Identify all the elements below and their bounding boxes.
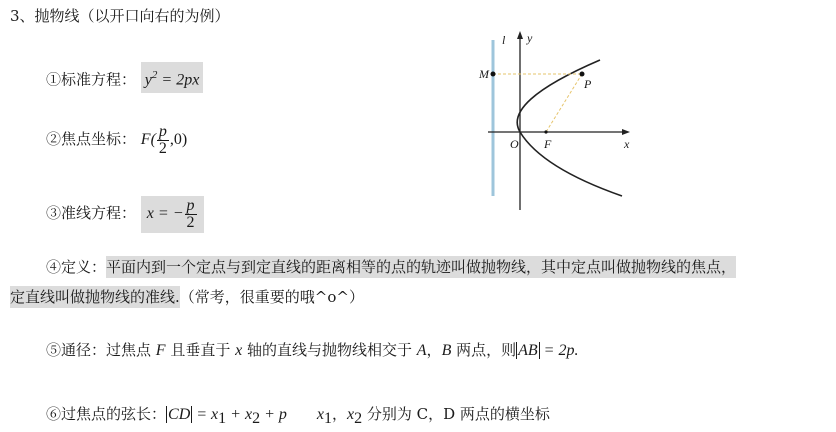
directrix-row bbox=[46, 196, 204, 233]
latus-mid3: 两点，则 bbox=[451, 341, 517, 359]
label-F: F bbox=[544, 137, 552, 151]
focal-label: ⑥过焦点的弦长： bbox=[46, 405, 167, 423]
focal-sub1: 1 bbox=[218, 410, 227, 427]
focal-gap-x2: x bbox=[346, 406, 355, 423]
focal-gap-sub1: 1 bbox=[323, 410, 332, 427]
latus-B: B bbox=[441, 342, 452, 359]
focus-post: ,0) bbox=[169, 131, 188, 149]
focal-tail: 分别为 C，D 两点的横坐标 bbox=[362, 405, 550, 423]
focal-plus1: + x bbox=[226, 406, 253, 423]
standard-equation-label: ①标准方程： bbox=[46, 70, 137, 89]
focus-formula bbox=[140, 123, 188, 157]
x-axis-arrow bbox=[622, 129, 630, 135]
definition-row bbox=[46, 256, 736, 278]
latus-rectum-row bbox=[46, 340, 578, 361]
focus-numerator: p bbox=[158, 123, 167, 140]
label-y: y bbox=[527, 31, 533, 45]
focal-gap-x1: x bbox=[316, 406, 324, 423]
formula-exponent: 2 bbox=[151, 69, 158, 81]
latus-AB: AB bbox=[518, 342, 538, 359]
label-O: O bbox=[510, 137, 519, 151]
formula-y: y bbox=[144, 71, 152, 89]
latus-mid2: 轴的直线与抛物线相交于 bbox=[242, 341, 417, 359]
y-axis-arrow bbox=[517, 31, 523, 39]
latus-eq: = 2p. bbox=[539, 342, 579, 359]
focus-denominator: 2 bbox=[158, 140, 167, 157]
definition-note: （常考，很重要的哦^o^） bbox=[179, 288, 364, 306]
focal-sub2: 2 bbox=[252, 410, 261, 427]
definition-text-line2: 定直线叫做抛物线的准线. bbox=[10, 288, 180, 306]
section-heading bbox=[10, 6, 230, 26]
formula-rest: = 2px bbox=[157, 71, 200, 89]
point-P bbox=[580, 72, 585, 77]
focus-fraction bbox=[157, 124, 169, 157]
directrix-pre: x = − bbox=[146, 205, 184, 223]
focus-label: ②焦点坐标： bbox=[46, 130, 137, 149]
point-M bbox=[491, 72, 496, 77]
parabola-curve bbox=[517, 60, 622, 196]
parabola-figure bbox=[474, 28, 654, 212]
focal-gap-sub2: 2 bbox=[354, 410, 363, 427]
definition-row-2 bbox=[10, 286, 364, 308]
directrix-denominator: 2 bbox=[186, 214, 195, 231]
latus-F: F bbox=[155, 342, 166, 359]
definition-text-line1: 平面内到一个定点与到定直线的距离相等的点的轨迹叫做抛物线，其中定点叫做抛物线的焦点， bbox=[106, 258, 737, 276]
latus-x: x bbox=[235, 342, 243, 359]
directrix-fraction bbox=[185, 198, 197, 231]
latus-comma: ， bbox=[426, 341, 442, 359]
focus-pre: F( bbox=[140, 131, 156, 149]
latus-label: ⑤通径：过焦点 bbox=[46, 341, 156, 359]
focal-eq-pre: = x bbox=[192, 406, 219, 423]
directrix-formula bbox=[141, 196, 204, 233]
label-P: P bbox=[584, 77, 592, 91]
label-l: l bbox=[502, 33, 506, 47]
definition-label: ④定义： bbox=[46, 258, 107, 276]
latus-mid1: 且垂直于 bbox=[165, 341, 236, 359]
label-x: x bbox=[624, 137, 630, 151]
label-M: M bbox=[479, 67, 489, 81]
focus-row bbox=[46, 124, 187, 157]
latus-A: A bbox=[416, 342, 427, 359]
point-F bbox=[544, 130, 547, 133]
focal-chord-row bbox=[46, 404, 550, 429]
focal-sep: ， bbox=[331, 405, 347, 423]
standard-equation-row bbox=[46, 62, 203, 93]
heading-text: 3、抛物线（以开口向右的为例） bbox=[10, 7, 230, 25]
guide-PF bbox=[546, 74, 582, 132]
focal-plus2: + p bbox=[260, 406, 287, 423]
directrix-numerator: p bbox=[186, 197, 195, 214]
standard-equation-formula bbox=[141, 62, 204, 93]
directrix-label: ③准线方程： bbox=[46, 204, 137, 223]
focal-CD: CD bbox=[168, 406, 191, 423]
